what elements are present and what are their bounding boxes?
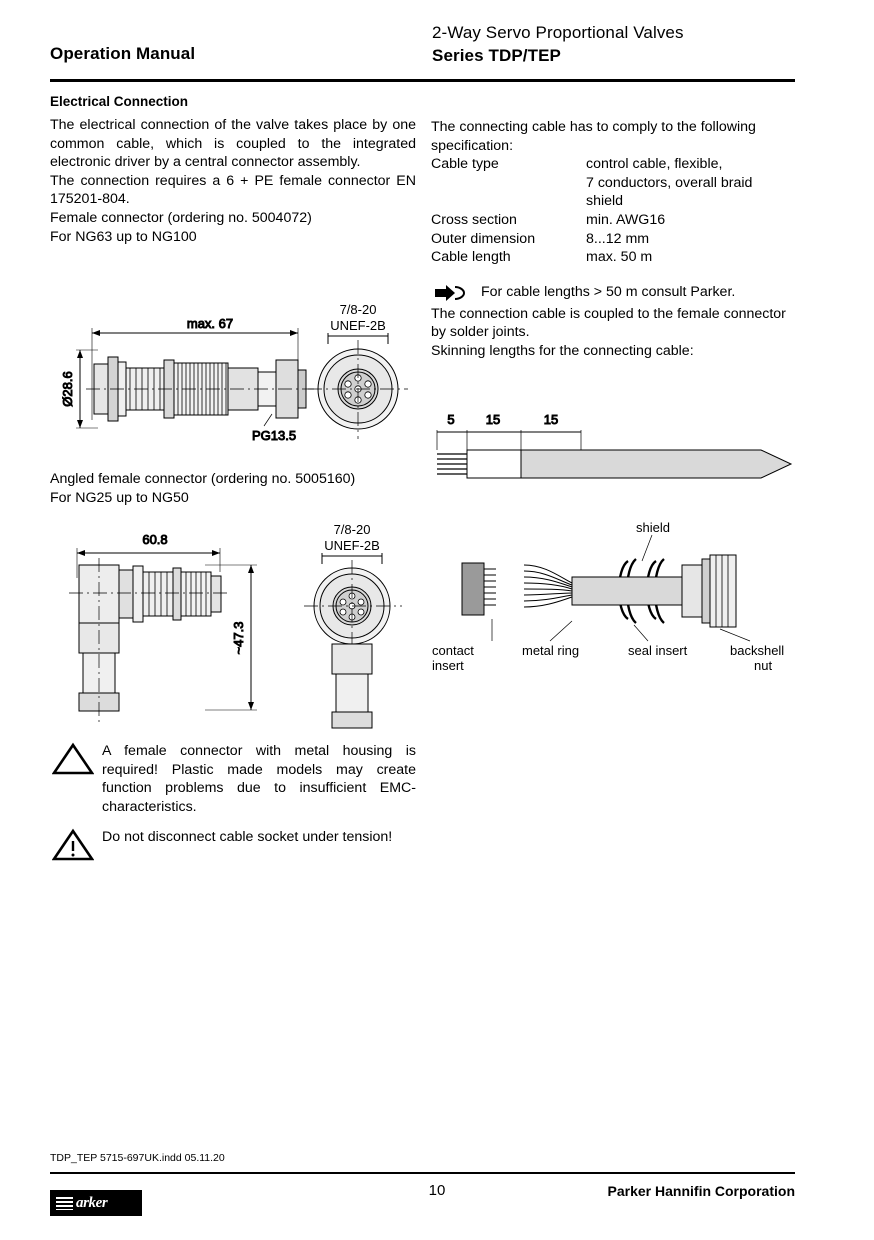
spec-value: shield	[586, 193, 624, 210]
spec-value: control cable, flexible,	[586, 156, 723, 173]
paragraph-electrical-connection: The electrical connection of the valve takes place by one common cable, which is coupled to the integrated electronic driver by a central connector assembly.	[50, 117, 416, 171]
cable-length-note	[431, 283, 797, 305]
dimension-height-47-3: ~47.3	[231, 621, 246, 655]
thread-spec-line-1: 7/8-20	[339, 302, 377, 317]
spec-key: Outer dimension	[431, 230, 536, 247]
corporation-name: Parker Hannifin Corporation	[607, 1183, 795, 1199]
label-backshell-line1: backshell	[730, 643, 785, 658]
spec-row	[431, 230, 797, 249]
warning-triangle-icon	[52, 742, 94, 776]
label-seal-insert: seal insert	[628, 643, 688, 658]
angled-connector-size-range: For NG25 up to NG50	[50, 489, 189, 506]
product-line-title: 2-Way Servo Proportional Valves	[432, 23, 684, 42]
dimension-diameter: Ø28.6	[60, 371, 75, 407]
label-metal-ring: metal ring	[522, 643, 580, 658]
label-pg13-5: PG13.5	[252, 428, 297, 443]
spec-key: Cross section	[431, 211, 517, 228]
spec-row	[431, 211, 797, 230]
parker-logo-text: arker	[76, 1195, 108, 1211]
angled-connector-order-no: Angled female connector (ordering no. 5005160)	[50, 471, 356, 487]
pointing-hand-icon	[433, 283, 467, 303]
cable-length-note-text: For cable lengths > 50 m consult Parker.	[481, 283, 736, 300]
dimension-max-67: max. 67	[186, 316, 234, 331]
header-divider	[50, 79, 795, 82]
spec-key	[431, 174, 586, 193]
spec-row	[431, 192, 797, 211]
label-shield: shield	[636, 520, 670, 535]
page-header	[50, 22, 795, 77]
female-connector-size-range: For NG63 up to NG100	[50, 228, 197, 245]
page-number: 10	[428, 1182, 446, 1199]
parker-logo-stripes-icon	[56, 1197, 73, 1210]
label-contact-insert-line1: contact	[432, 643, 474, 658]
section-title-electrical-connection: Electrical Connection	[50, 94, 189, 109]
parker-logo-inner	[54, 1194, 138, 1212]
warning-text-disconnect: Do not disconnect cable socket under tension!	[102, 829, 393, 845]
spec-key: Cable length	[431, 249, 511, 266]
manual-title: Operation Manual	[50, 44, 196, 63]
figure-skinning-lengths	[431, 410, 801, 490]
figure-angled-female-connector	[55, 520, 280, 735]
spec-row	[431, 155, 797, 174]
spec-key: Cable type	[431, 156, 499, 173]
label-backshell-line2: nut	[754, 658, 773, 673]
warning-exclamation-icon	[52, 828, 94, 862]
dimension-60-8: 60.8	[142, 532, 168, 547]
figure-straight-connector-front-view	[290, 300, 430, 450]
spec-value: min. AWG16	[586, 211, 666, 228]
warning-block-1	[50, 742, 416, 816]
spec-row	[431, 174, 797, 193]
female-connector-order-no: Female connector (ordering no. 5004072)	[50, 209, 312, 226]
footer-divider	[50, 1172, 795, 1174]
paragraph-solder-joints: The connection cable is coupled to the female connector by solder joints.	[431, 305, 786, 341]
label-contact-insert-line2: insert	[432, 658, 464, 673]
warning-block-2	[50, 828, 416, 847]
skinning-dim-3: 15	[543, 412, 559, 427]
angled-thread-spec-line-2: UNEF-2B	[324, 538, 380, 553]
spec-value: 8...12 mm	[586, 230, 650, 247]
thread-spec-line-2: UNEF-2B	[330, 318, 386, 333]
product-series-title: Series TDP/TEP	[432, 46, 561, 65]
spec-value: 7 conductors, overall braid	[586, 174, 753, 191]
paragraph-skinning-lengths: Skinning lengths for the connecting cable:	[431, 342, 694, 359]
angled-connector-caption	[50, 470, 416, 507]
skinning-dim-1: 5	[447, 412, 455, 427]
left-column	[50, 94, 416, 246]
parker-logo	[50, 1190, 142, 1216]
warning-text-metal-housing: A female connector with metal housing is required! Plastic made models may create function problems due to insufficient EMC-characteristics.	[102, 743, 416, 815]
skinning-dim-2: 15	[485, 412, 501, 427]
document-code: TDP_TEP 5715-697UK.indd 05.11.20	[50, 1152, 225, 1164]
spec-row	[431, 248, 797, 267]
right-column	[431, 118, 797, 361]
cable-spec-table	[431, 155, 797, 267]
spec-key	[431, 192, 586, 211]
paragraph-connector-requirement: The connection requires a 6 + PE female connector EN 175201-804.	[50, 172, 416, 208]
spec-value: max. 50 m	[586, 249, 653, 266]
figure-angled-connector-front-view	[290, 520, 420, 735]
figure-connector-assembly	[420, 515, 800, 685]
angled-thread-spec-line-1: 7/8-20	[333, 522, 371, 537]
paragraph-cable-specification: The connecting cable has to comply to the following specification:	[431, 119, 756, 154]
